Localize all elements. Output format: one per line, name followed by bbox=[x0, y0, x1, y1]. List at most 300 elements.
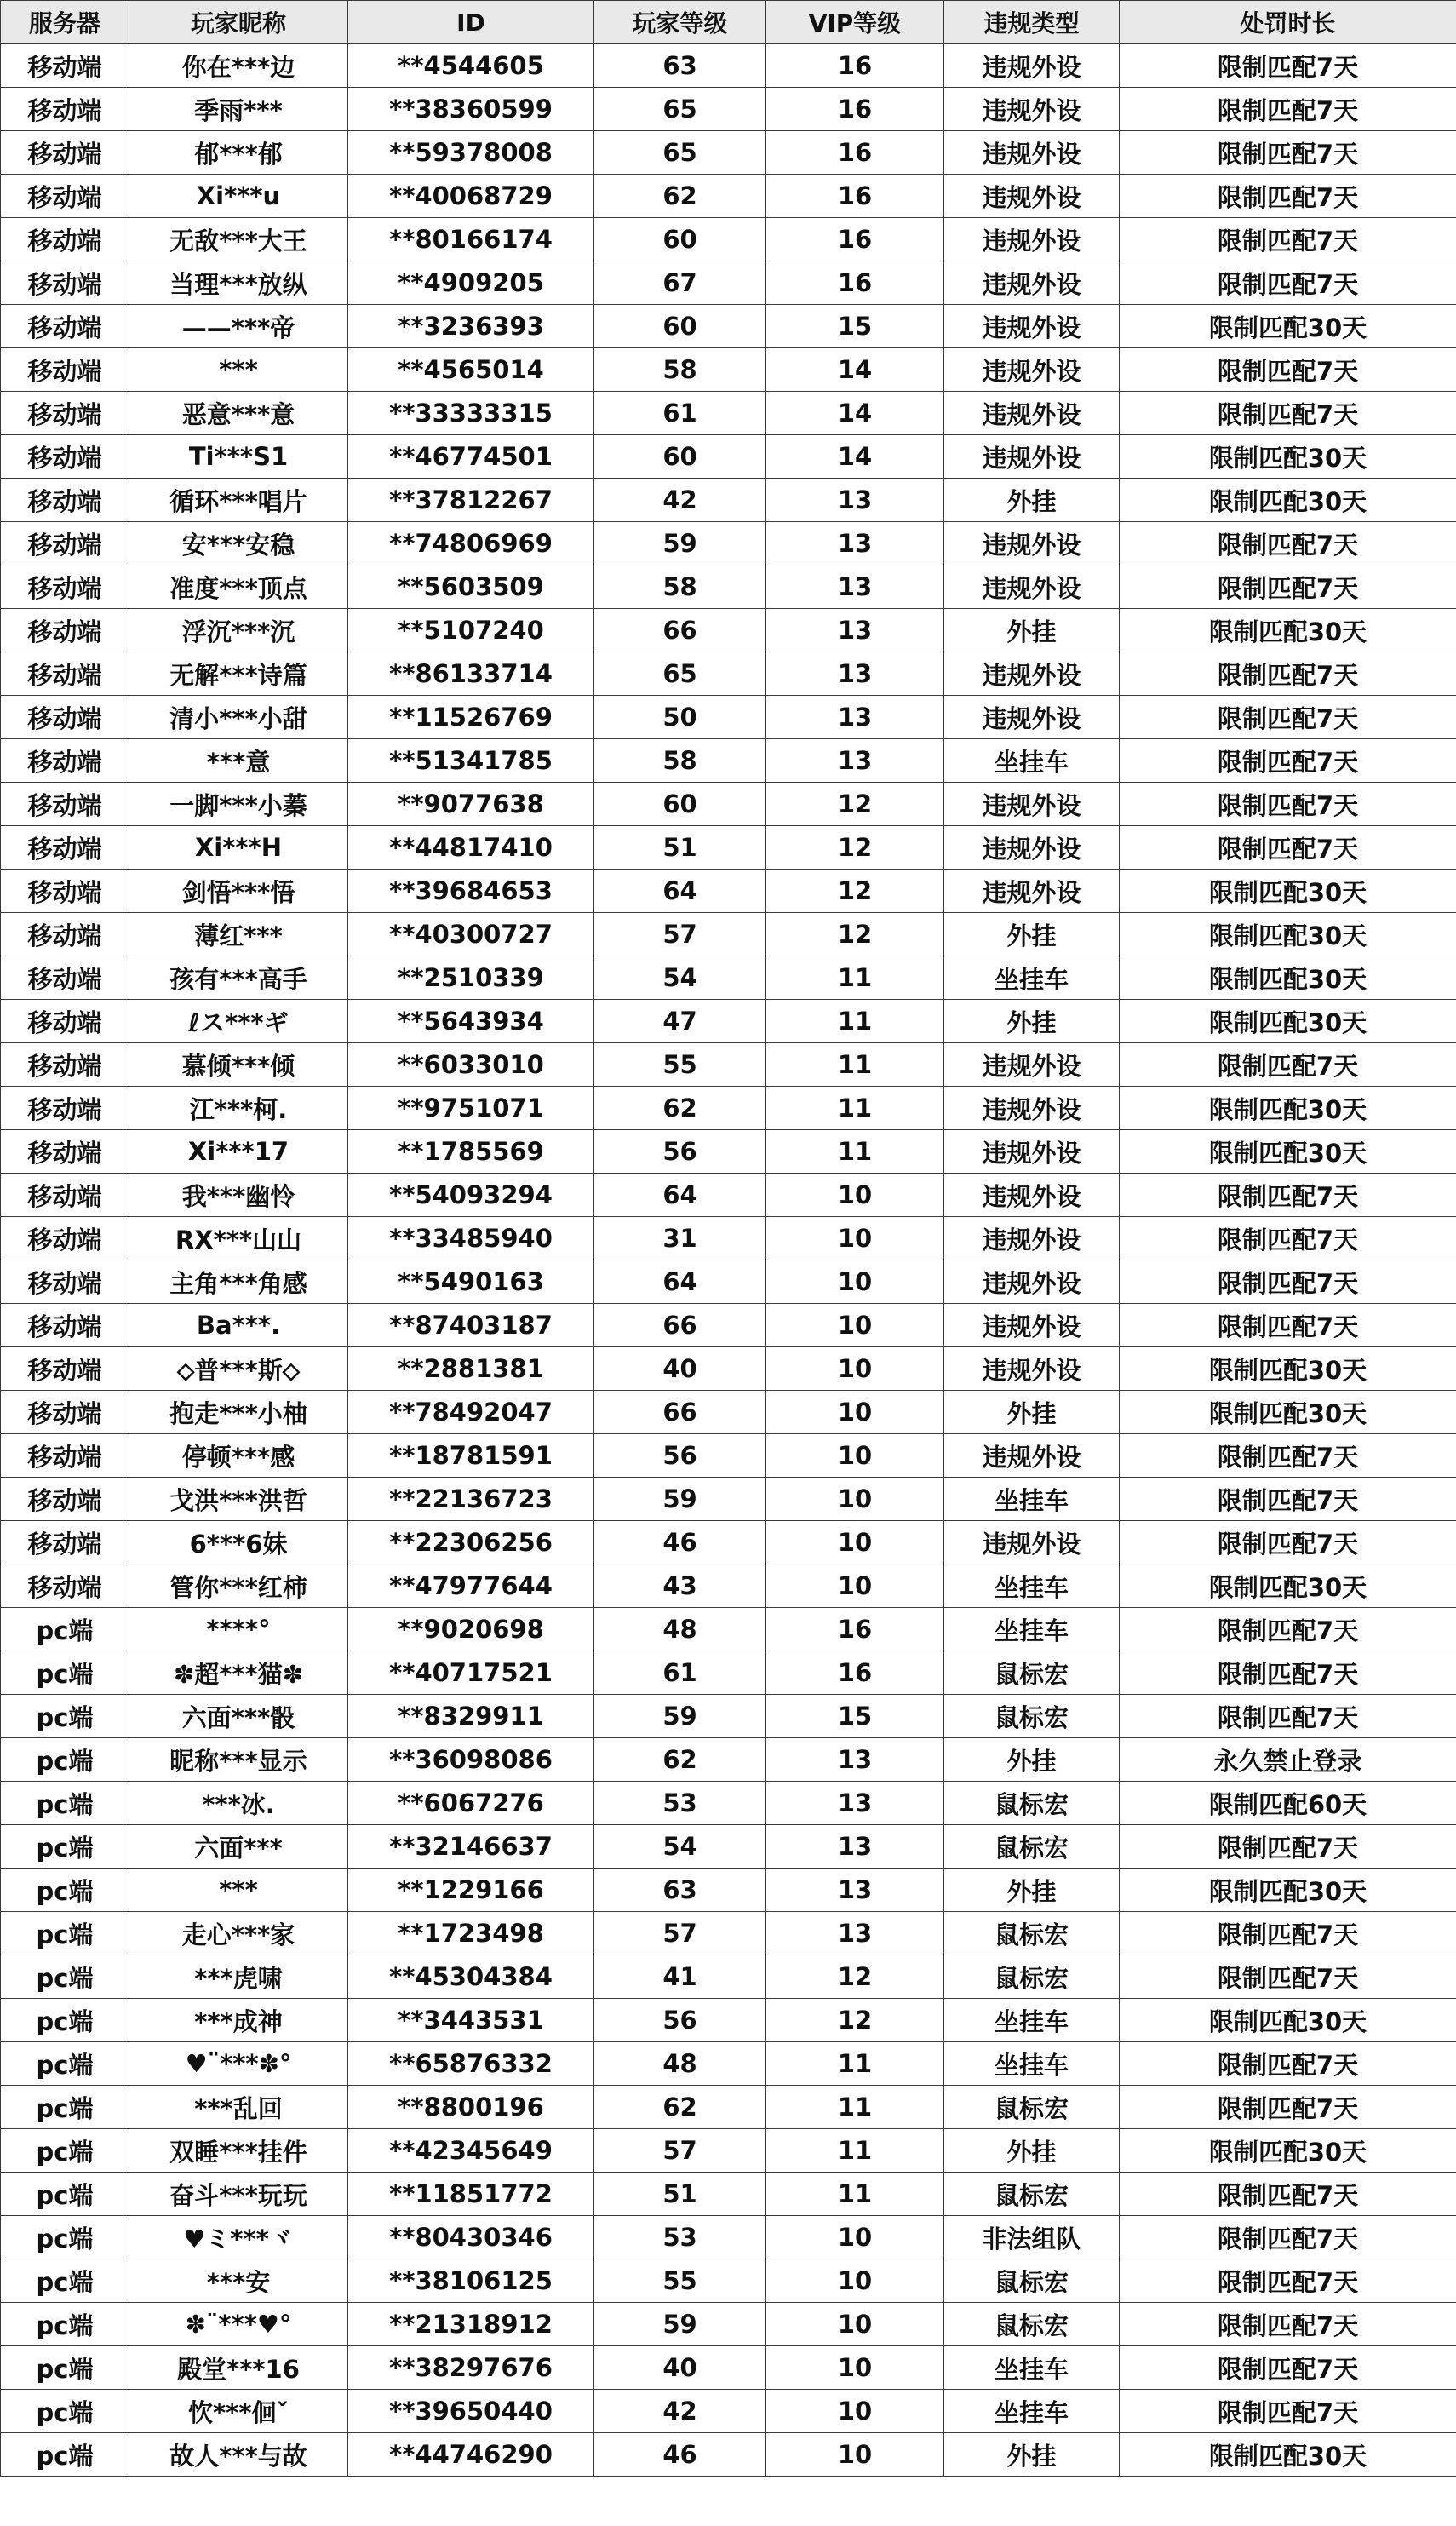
cell-nickname: 主角***角感 bbox=[129, 1260, 348, 1304]
cell-player-level: 48 bbox=[594, 2042, 766, 2086]
cell-violation-type: 违规外设 bbox=[944, 1087, 1120, 1130]
cell-server: 移动端 bbox=[1, 1130, 129, 1174]
cell-player-level: 61 bbox=[594, 392, 766, 435]
cell-violation-type: 外挂 bbox=[944, 2129, 1120, 2173]
table-row bbox=[1, 2216, 1456, 2259]
cell-vip-level: 12 bbox=[766, 1955, 944, 1999]
cell-violation-type: 违规外设 bbox=[944, 652, 1120, 696]
cell-nickname: *** bbox=[129, 348, 348, 392]
cell-player-level: 58 bbox=[594, 565, 766, 609]
cell-vip-level: 11 bbox=[766, 2129, 944, 2173]
cell-nickname: 准度***顶点 bbox=[129, 565, 348, 609]
cell-penalty-duration: 限制匹配7天 bbox=[1120, 88, 1456, 131]
cell-penalty-duration: 限制匹配7天 bbox=[1120, 1955, 1456, 1999]
cell-penalty-duration: 限制匹配7天 bbox=[1120, 826, 1456, 870]
cell-id: **22306256 bbox=[348, 1521, 594, 1564]
cell-penalty-duration: 限制匹配30天 bbox=[1120, 609, 1456, 652]
cell-vip-level: 10 bbox=[766, 1347, 944, 1391]
cell-player-level: 60 bbox=[594, 305, 766, 348]
cell-id: **54093294 bbox=[348, 1174, 594, 1217]
cell-server: pc端 bbox=[1, 1912, 129, 1955]
cell-server: pc端 bbox=[1, 1999, 129, 2042]
cell-vip-level: 10 bbox=[766, 2390, 944, 2433]
cell-vip-level: 16 bbox=[766, 88, 944, 131]
cell-violation-type: 违规外设 bbox=[944, 1043, 1120, 1087]
cell-vip-level: 10 bbox=[766, 1260, 944, 1304]
cell-penalty-duration: 限制匹配7天 bbox=[1120, 175, 1456, 218]
cell-nickname: 无解***诗篇 bbox=[129, 652, 348, 696]
cell-player-level: 46 bbox=[594, 1521, 766, 1564]
cell-nickname: Xi***17 bbox=[129, 1130, 348, 1174]
table-row bbox=[1, 305, 1456, 348]
cell-player-level: 46 bbox=[594, 2433, 766, 2477]
cell-player-level: 54 bbox=[594, 956, 766, 1000]
cell-vip-level: 10 bbox=[766, 1217, 944, 1260]
cell-id: **86133714 bbox=[348, 652, 594, 696]
cell-nickname: 恶意***意 bbox=[129, 392, 348, 435]
table-row bbox=[1, 609, 1456, 652]
table-row bbox=[1, 2346, 1456, 2390]
cell-server: 移动端 bbox=[1, 175, 129, 218]
cell-id: **3236393 bbox=[348, 305, 594, 348]
cell-server: 移动端 bbox=[1, 739, 129, 783]
cell-server: 移动端 bbox=[1, 1260, 129, 1304]
cell-id: **44817410 bbox=[348, 826, 594, 870]
cell-penalty-duration: 限制匹配7天 bbox=[1120, 1260, 1456, 1304]
cell-server: 移动端 bbox=[1, 1000, 129, 1043]
cell-server: 移动端 bbox=[1, 305, 129, 348]
cell-vip-level: 16 bbox=[766, 131, 944, 175]
cell-player-level: 66 bbox=[594, 1391, 766, 1434]
cell-id: **2881381 bbox=[348, 1347, 594, 1391]
cell-server: 移动端 bbox=[1, 956, 129, 1000]
table-row bbox=[1, 1434, 1456, 1478]
cell-id: **36098086 bbox=[348, 1738, 594, 1782]
cell-violation-type: 外挂 bbox=[944, 1391, 1120, 1434]
cell-server: 移动端 bbox=[1, 1304, 129, 1347]
cell-id: **38360599 bbox=[348, 88, 594, 131]
table-row bbox=[1, 652, 1456, 696]
cell-penalty-duration: 限制匹配7天 bbox=[1120, 2303, 1456, 2346]
table-row bbox=[1, 565, 1456, 609]
cell-nickname: ♥ミ***ヾ bbox=[129, 2216, 348, 2259]
cell-server: 移动端 bbox=[1, 783, 129, 826]
cell-vip-level: 15 bbox=[766, 305, 944, 348]
cell-nickname: 6***6妹 bbox=[129, 1521, 348, 1564]
cell-vip-level: 10 bbox=[766, 1304, 944, 1347]
cell-id: **39650440 bbox=[348, 2390, 594, 2433]
cell-id: **37812267 bbox=[348, 479, 594, 522]
cell-id: **33485940 bbox=[348, 1217, 594, 1260]
cell-vip-level: 10 bbox=[766, 2216, 944, 2259]
cell-violation-type: 违规外设 bbox=[944, 1521, 1120, 1564]
cell-player-level: 43 bbox=[594, 1564, 766, 1608]
cell-id: **44746290 bbox=[348, 2433, 594, 2477]
cell-id: **9751071 bbox=[348, 1087, 594, 1130]
header-player-level: 玩家等级 bbox=[594, 1, 766, 44]
cell-server: 移动端 bbox=[1, 609, 129, 652]
cell-player-level: 61 bbox=[594, 1651, 766, 1695]
cell-id: **6067276 bbox=[348, 1782, 594, 1825]
table-header bbox=[1, 1, 1456, 44]
table-row bbox=[1, 1564, 1456, 1608]
cell-penalty-duration: 限制匹配7天 bbox=[1120, 522, 1456, 565]
cell-nickname: 故人***与故 bbox=[129, 2433, 348, 2477]
cell-vip-level: 13 bbox=[766, 609, 944, 652]
cell-player-level: 40 bbox=[594, 1347, 766, 1391]
cell-violation-type: 违规外设 bbox=[944, 1260, 1120, 1304]
cell-violation-type: 违规外设 bbox=[944, 435, 1120, 479]
cell-nickname: 安***安稳 bbox=[129, 522, 348, 565]
cell-player-level: 62 bbox=[594, 1087, 766, 1130]
cell-vip-level: 11 bbox=[766, 2173, 944, 2216]
cell-player-level: 59 bbox=[594, 2303, 766, 2346]
header-id: ID bbox=[348, 1, 594, 44]
cell-nickname: ***乱回 bbox=[129, 2086, 348, 2129]
cell-vip-level: 16 bbox=[766, 218, 944, 261]
table-row bbox=[1, 956, 1456, 1000]
cell-vip-level: 16 bbox=[766, 261, 944, 305]
cell-server: pc端 bbox=[1, 1608, 129, 1651]
cell-player-level: 48 bbox=[594, 1608, 766, 1651]
cell-id: **11851772 bbox=[348, 2173, 594, 2216]
cell-vip-level: 13 bbox=[766, 479, 944, 522]
cell-vip-level: 13 bbox=[766, 1738, 944, 1782]
cell-penalty-duration: 限制匹配7天 bbox=[1120, 1217, 1456, 1260]
cell-vip-level: 11 bbox=[766, 1087, 944, 1130]
cell-id: **87403187 bbox=[348, 1304, 594, 1347]
cell-penalty-duration: 限制匹配7天 bbox=[1120, 652, 1456, 696]
cell-player-level: 60 bbox=[594, 783, 766, 826]
cell-violation-type: 外挂 bbox=[944, 1869, 1120, 1912]
table-row bbox=[1, 522, 1456, 565]
header-row bbox=[1, 1, 1456, 44]
table-row bbox=[1, 1391, 1456, 1434]
cell-violation-type: 违规外设 bbox=[944, 175, 1120, 218]
cell-server: pc端 bbox=[1, 1955, 129, 1999]
cell-vip-level: 10 bbox=[766, 1478, 944, 1521]
cell-penalty-duration: 永久禁止登录 bbox=[1120, 1738, 1456, 1782]
table-row bbox=[1, 783, 1456, 826]
cell-id: **5107240 bbox=[348, 609, 594, 652]
cell-nickname: 忺***佪ˇ bbox=[129, 2390, 348, 2433]
cell-server: pc端 bbox=[1, 2433, 129, 2477]
cell-server: 移动端 bbox=[1, 261, 129, 305]
cell-violation-type: 违规外设 bbox=[944, 1174, 1120, 1217]
cell-violation-type: 外挂 bbox=[944, 1738, 1120, 1782]
cell-server: pc端 bbox=[1, 2303, 129, 2346]
cell-server: pc端 bbox=[1, 1869, 129, 1912]
cell-violation-type: 坐挂车 bbox=[944, 739, 1120, 783]
cell-penalty-duration: 限制匹配30天 bbox=[1120, 1130, 1456, 1174]
table-row bbox=[1, 1478, 1456, 1521]
cell-vip-level: 16 bbox=[766, 1608, 944, 1651]
cell-vip-level: 14 bbox=[766, 392, 944, 435]
cell-server: 移动端 bbox=[1, 1521, 129, 1564]
cell-id: **78492047 bbox=[348, 1391, 594, 1434]
cell-player-level: 40 bbox=[594, 2346, 766, 2390]
cell-player-level: 56 bbox=[594, 1434, 766, 1478]
table-row bbox=[1, 479, 1456, 522]
cell-player-level: 60 bbox=[594, 218, 766, 261]
cell-id: **80430346 bbox=[348, 2216, 594, 2259]
cell-server: 移动端 bbox=[1, 1043, 129, 1087]
cell-player-level: 65 bbox=[594, 88, 766, 131]
cell-player-level: 50 bbox=[594, 696, 766, 739]
table-row bbox=[1, 435, 1456, 479]
cell-id: **38297676 bbox=[348, 2346, 594, 2390]
cell-penalty-duration: 限制匹配30天 bbox=[1120, 1869, 1456, 1912]
cell-penalty-duration: 限制匹配7天 bbox=[1120, 44, 1456, 88]
cell-nickname: *** bbox=[129, 1869, 348, 1912]
cell-id: **18781591 bbox=[348, 1434, 594, 1478]
cell-violation-type: 违规外设 bbox=[944, 1217, 1120, 1260]
cell-vip-level: 10 bbox=[766, 1521, 944, 1564]
cell-violation-type: 鼠标宏 bbox=[944, 2303, 1120, 2346]
cell-violation-type: 违规外设 bbox=[944, 870, 1120, 913]
cell-server: 移动端 bbox=[1, 565, 129, 609]
cell-player-level: 62 bbox=[594, 175, 766, 218]
cell-vip-level: 11 bbox=[766, 2086, 944, 2129]
cell-server: pc端 bbox=[1, 2390, 129, 2433]
cell-server: pc端 bbox=[1, 2129, 129, 2173]
cell-vip-level: 13 bbox=[766, 1782, 944, 1825]
header-vip-level: VIP等级 bbox=[766, 1, 944, 44]
cell-id: **59378008 bbox=[348, 131, 594, 175]
table-row bbox=[1, 131, 1456, 175]
cell-vip-level: 10 bbox=[766, 1434, 944, 1478]
cell-nickname: 薄红*** bbox=[129, 913, 348, 956]
cell-penalty-duration: 限制匹配7天 bbox=[1120, 1608, 1456, 1651]
table-row bbox=[1, 2086, 1456, 2129]
cell-penalty-duration: 限制匹配7天 bbox=[1120, 565, 1456, 609]
cell-violation-type: 鼠标宏 bbox=[944, 1695, 1120, 1738]
table-row bbox=[1, 1955, 1456, 1999]
cell-server: pc端 bbox=[1, 2173, 129, 2216]
cell-id: **80166174 bbox=[348, 218, 594, 261]
table-row bbox=[1, 2433, 1456, 2477]
cell-nickname: 清小***小甜 bbox=[129, 696, 348, 739]
cell-violation-type: 坐挂车 bbox=[944, 1999, 1120, 2042]
header-server: 服务器 bbox=[1, 1, 129, 44]
cell-server: pc端 bbox=[1, 1695, 129, 1738]
cell-player-level: 57 bbox=[594, 1912, 766, 1955]
table-row bbox=[1, 1738, 1456, 1782]
cell-server: 移动端 bbox=[1, 348, 129, 392]
table-row bbox=[1, 1000, 1456, 1043]
cell-violation-type: 坐挂车 bbox=[944, 956, 1120, 1000]
cell-id: **40068729 bbox=[348, 175, 594, 218]
cell-nickname: 昵称***显示 bbox=[129, 1738, 348, 1782]
cell-penalty-duration: 限制匹配7天 bbox=[1120, 348, 1456, 392]
cell-vip-level: 13 bbox=[766, 1912, 944, 1955]
cell-penalty-duration: 限制匹配30天 bbox=[1120, 1087, 1456, 1130]
table-row bbox=[1, 913, 1456, 956]
cell-id: **1785569 bbox=[348, 1130, 594, 1174]
cell-id: **8329911 bbox=[348, 1695, 594, 1738]
cell-player-level: 59 bbox=[594, 1478, 766, 1521]
cell-nickname: 我***幽怜 bbox=[129, 1174, 348, 1217]
cell-nickname: 双睡***挂件 bbox=[129, 2129, 348, 2173]
cell-vip-level: 10 bbox=[766, 1564, 944, 1608]
cell-id: **1723498 bbox=[348, 1912, 594, 1955]
cell-violation-type: 违规外设 bbox=[944, 1304, 1120, 1347]
cell-nickname: 走心***家 bbox=[129, 1912, 348, 1955]
cell-violation-type: 鼠标宏 bbox=[944, 1651, 1120, 1695]
table-row bbox=[1, 1695, 1456, 1738]
cell-player-level: 65 bbox=[594, 131, 766, 175]
cell-player-level: 47 bbox=[594, 1000, 766, 1043]
cell-violation-type: 违规外设 bbox=[944, 783, 1120, 826]
cell-penalty-duration: 限制匹配30天 bbox=[1120, 1000, 1456, 1043]
cell-server: 移动端 bbox=[1, 218, 129, 261]
table-row bbox=[1, 2042, 1456, 2086]
cell-nickname: 一脚***小蓁 bbox=[129, 783, 348, 826]
cell-player-level: 57 bbox=[594, 2129, 766, 2173]
cell-player-level: 62 bbox=[594, 2086, 766, 2129]
cell-server: pc端 bbox=[1, 2216, 129, 2259]
cell-server: 移动端 bbox=[1, 870, 129, 913]
cell-penalty-duration: 限制匹配7天 bbox=[1120, 1912, 1456, 1955]
cell-penalty-duration: 限制匹配7天 bbox=[1120, 2086, 1456, 2129]
cell-nickname: ***虎啸 bbox=[129, 1955, 348, 1999]
cell-penalty-duration: 限制匹配30天 bbox=[1120, 956, 1456, 1000]
cell-penalty-duration: 限制匹配60天 bbox=[1120, 1782, 1456, 1825]
cell-penalty-duration: 限制匹配30天 bbox=[1120, 2433, 1456, 2477]
cell-player-level: 66 bbox=[594, 609, 766, 652]
cell-server: pc端 bbox=[1, 1782, 129, 1825]
cell-violation-type: 坐挂车 bbox=[944, 1478, 1120, 1521]
cell-server: 移动端 bbox=[1, 522, 129, 565]
cell-penalty-duration: 限制匹配30天 bbox=[1120, 1999, 1456, 2042]
table-row bbox=[1, 1304, 1456, 1347]
cell-violation-type: 坐挂车 bbox=[944, 1564, 1120, 1608]
cell-violation-type: 坐挂车 bbox=[944, 2042, 1120, 2086]
cell-nickname: ***意 bbox=[129, 739, 348, 783]
cell-player-level: 64 bbox=[594, 870, 766, 913]
cell-vip-level: 10 bbox=[766, 1391, 944, 1434]
cell-player-level: 55 bbox=[594, 2259, 766, 2303]
cell-id: **5490163 bbox=[348, 1260, 594, 1304]
cell-server: 移动端 bbox=[1, 392, 129, 435]
cell-penalty-duration: 限制匹配7天 bbox=[1120, 1651, 1456, 1695]
cell-id: **9077638 bbox=[348, 783, 594, 826]
table-row bbox=[1, 1260, 1456, 1304]
cell-player-level: 57 bbox=[594, 913, 766, 956]
cell-id: **21318912 bbox=[348, 2303, 594, 2346]
cell-vip-level: 10 bbox=[766, 2303, 944, 2346]
cell-nickname: ⬦普***斯⬦ bbox=[129, 1347, 348, 1391]
cell-nickname: Ba***. bbox=[129, 1304, 348, 1347]
cell-server: 移动端 bbox=[1, 44, 129, 88]
cell-vip-level: 13 bbox=[766, 739, 944, 783]
cell-penalty-duration: 限制匹配7天 bbox=[1120, 131, 1456, 175]
cell-violation-type: 违规外设 bbox=[944, 826, 1120, 870]
cell-server: 移动端 bbox=[1, 1478, 129, 1521]
cell-player-level: 31 bbox=[594, 1217, 766, 1260]
cell-vip-level: 12 bbox=[766, 913, 944, 956]
cell-nickname: 当理***放纵 bbox=[129, 261, 348, 305]
cell-vip-level: 14 bbox=[766, 348, 944, 392]
cell-player-level: 59 bbox=[594, 1695, 766, 1738]
table-row bbox=[1, 1174, 1456, 1217]
cell-player-level: 65 bbox=[594, 652, 766, 696]
cell-nickname: RX***山山 bbox=[129, 1217, 348, 1260]
cell-vip-level: 15 bbox=[766, 1695, 944, 1738]
cell-penalty-duration: 限制匹配7天 bbox=[1120, 218, 1456, 261]
cell-violation-type: 违规外设 bbox=[944, 305, 1120, 348]
cell-penalty-duration: 限制匹配7天 bbox=[1120, 2042, 1456, 2086]
cell-violation-type: 违规外设 bbox=[944, 1130, 1120, 1174]
cell-violation-type: 违规外设 bbox=[944, 44, 1120, 88]
cell-nickname: 管你***红柿 bbox=[129, 1564, 348, 1608]
cell-violation-type: 违规外设 bbox=[944, 1347, 1120, 1391]
cell-player-level: 51 bbox=[594, 826, 766, 870]
cell-vip-level: 12 bbox=[766, 870, 944, 913]
cell-penalty-duration: 限制匹配7天 bbox=[1120, 392, 1456, 435]
cell-id: **8800196 bbox=[348, 2086, 594, 2129]
table-row bbox=[1, 739, 1456, 783]
cell-violation-type: 外挂 bbox=[944, 1000, 1120, 1043]
cell-player-level: 42 bbox=[594, 2390, 766, 2433]
cell-violation-type: 违规外设 bbox=[944, 696, 1120, 739]
cell-server: pc端 bbox=[1, 2086, 129, 2129]
cell-penalty-duration: 限制匹配7天 bbox=[1120, 783, 1456, 826]
cell-server: pc端 bbox=[1, 1738, 129, 1782]
cell-server: pc端 bbox=[1, 1825, 129, 1869]
table-row bbox=[1, 1087, 1456, 1130]
table-row bbox=[1, 175, 1456, 218]
cell-id: **40717521 bbox=[348, 1651, 594, 1695]
cell-nickname: Xi***H bbox=[129, 826, 348, 870]
cell-player-level: 51 bbox=[594, 2173, 766, 2216]
header-nickname: 玩家昵称 bbox=[129, 1, 348, 44]
cell-penalty-duration: 限制匹配30天 bbox=[1120, 913, 1456, 956]
cell-player-level: 58 bbox=[594, 739, 766, 783]
table-row bbox=[1, 88, 1456, 131]
cell-player-level: 67 bbox=[594, 261, 766, 305]
table-row bbox=[1, 2173, 1456, 2216]
cell-id: **39684653 bbox=[348, 870, 594, 913]
cell-nickname: 奋斗***玩玩 bbox=[129, 2173, 348, 2216]
cell-nickname: ***安 bbox=[129, 2259, 348, 2303]
cell-nickname: 慕倾***倾 bbox=[129, 1043, 348, 1087]
cell-nickname: 江***柯. bbox=[129, 1087, 348, 1130]
cell-vip-level: 12 bbox=[766, 826, 944, 870]
cell-violation-type: 违规外设 bbox=[944, 88, 1120, 131]
cell-id: **11526769 bbox=[348, 696, 594, 739]
cell-penalty-duration: 限制匹配30天 bbox=[1120, 1564, 1456, 1608]
cell-id: **4565014 bbox=[348, 348, 594, 392]
cell-id: **2510339 bbox=[348, 956, 594, 1000]
cell-id: **3443531 bbox=[348, 1999, 594, 2042]
cell-server: pc端 bbox=[1, 1651, 129, 1695]
cell-nickname: 停顿***感 bbox=[129, 1434, 348, 1478]
cell-nickname: ***成神 bbox=[129, 1999, 348, 2042]
cell-server: 移动端 bbox=[1, 1434, 129, 1478]
cell-player-level: 59 bbox=[594, 522, 766, 565]
cell-player-level: 64 bbox=[594, 1174, 766, 1217]
cell-nickname: 浮沉***沉 bbox=[129, 609, 348, 652]
cell-id: **5603509 bbox=[348, 565, 594, 609]
cell-server: 移动端 bbox=[1, 1564, 129, 1608]
table-row bbox=[1, 1825, 1456, 1869]
cell-nickname: ℓス***ギ bbox=[129, 1000, 348, 1043]
cell-penalty-duration: 限制匹配7天 bbox=[1120, 2346, 1456, 2390]
cell-nickname: 剑悟***悟 bbox=[129, 870, 348, 913]
cell-server: 移动端 bbox=[1, 913, 129, 956]
cell-nickname: 孩有***高手 bbox=[129, 956, 348, 1000]
